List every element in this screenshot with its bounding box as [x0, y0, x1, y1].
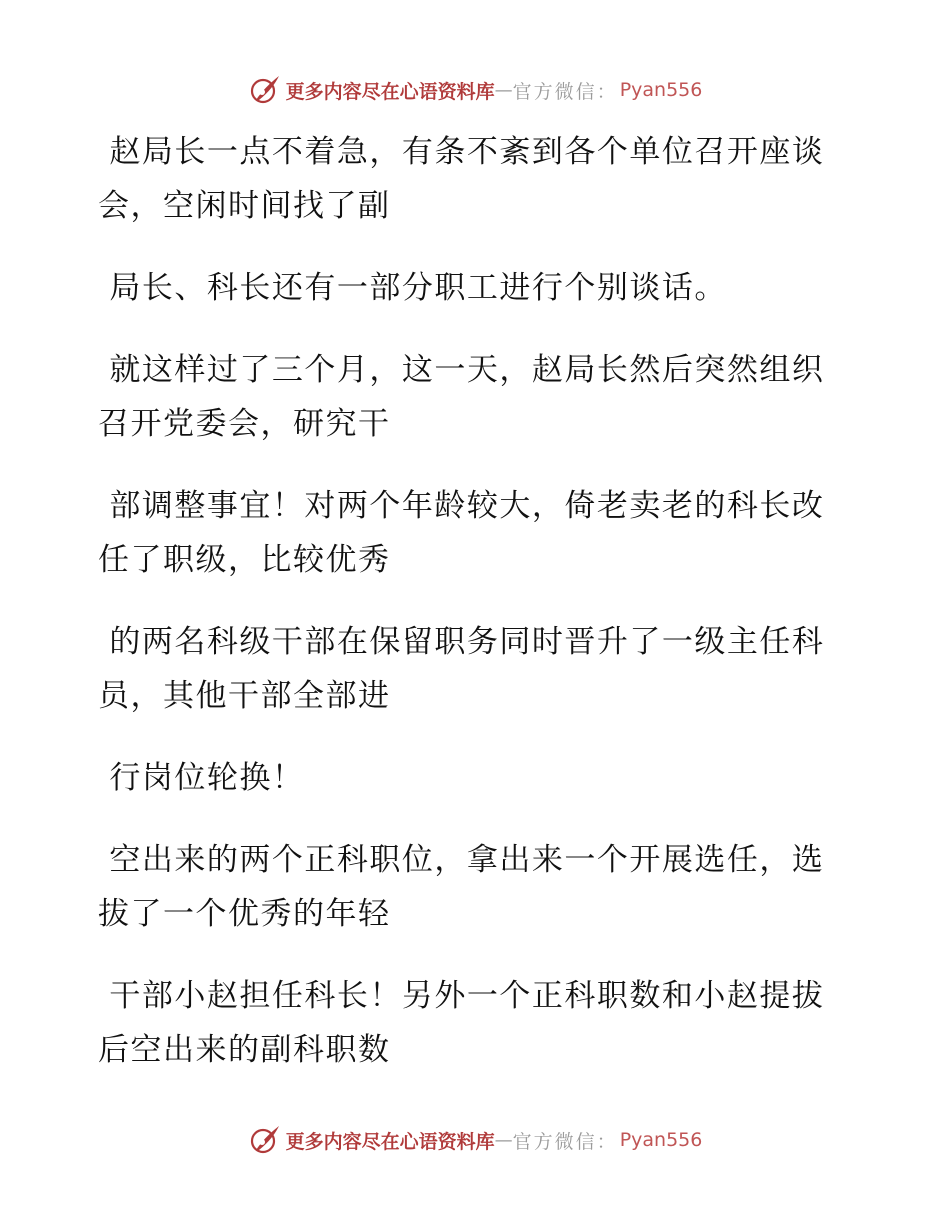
footer-banner: [0, 1120, 950, 1160]
paragraph: 局长、科长还有一部分职工进行个别谈话。: [98, 270, 727, 306]
quill-pen-logo-icon: [248, 1123, 282, 1157]
header-banner: [0, 70, 950, 110]
paragraph: 的两名科级干部在保留职务同时晋升了一级主任科员，其他干部全部进: [98, 624, 825, 714]
paragraph: 空出来的两个正科职位，拿出来一个开展选任，选拔了一个优秀的年轻: [98, 842, 825, 932]
header-wechat-label: 官方微信：: [512, 80, 618, 103]
footer-wechat-label: 官方微信：: [512, 1130, 618, 1153]
document-body: [98, 125, 838, 1105]
paragraph: 部调整事宜！对两个年龄较大，倚老卖老的科长改任了职级，比较优秀: [98, 488, 825, 578]
paragraph: 就这样过了三个月，这一天，赵局长然后突然组织召开党委会，研究干: [98, 352, 825, 442]
footer-separator: —: [494, 1129, 513, 1151]
footer-wechat-id: Pyan556: [619, 1129, 703, 1151]
header-separator: —: [494, 79, 513, 101]
header-brand-text: 更多内容尽在心语资料库: [285, 80, 495, 103]
footer-brand-text: 更多内容尽在心语资料库: [285, 1130, 495, 1153]
paragraph: 干部小赵担任科长！另外一个正科职数和小赵提拔后空出来的副科职数: [98, 978, 825, 1068]
paragraph: 赵局长一点不着急，有条不紊到各个单位召开座谈会，空闲时间找了副: [98, 134, 825, 224]
paragraph: 行岗位轮换！: [98, 760, 305, 796]
quill-pen-logo-icon: [248, 73, 282, 107]
header-wechat-id: Pyan556: [619, 79, 703, 101]
